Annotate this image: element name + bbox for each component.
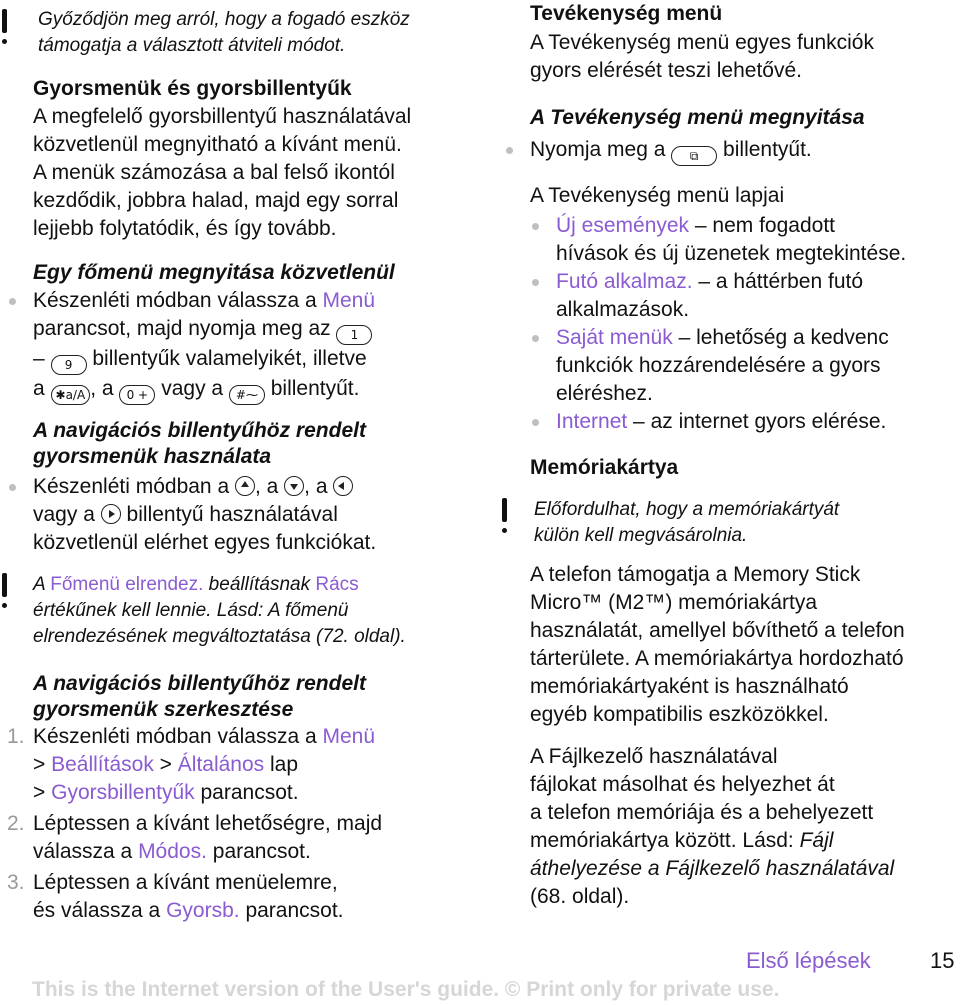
nav-shortcuts-use-bullet: Készenléti módban a , a , a vagy a billentyű használatával közvetlenül elérhet egyes funkciókat.: [33, 473, 473, 557]
nav-shortcuts-edit-heading: A navigációs billentyűhöz rendelt gyorsmenük szerkesztése: [33, 672, 366, 721]
edit-link[interactable]: Módos.: [138, 840, 207, 863]
footer-section-title: Első lépések: [746, 948, 871, 973]
tab-running-apps: Futó alkalmaz. – a háttérben futó alkalmazások.: [556, 268, 863, 324]
open-activity-bullet: Nyomja meg a ⧉ billentyűt.: [530, 136, 812, 166]
file-move-reference: Fájl: [799, 829, 834, 852]
menu-link[interactable]: Menü: [322, 289, 376, 312]
file-manager-paragraph: A Fájlkezelő használatával fájlokat másolhat és helyezhet át a telefon memóriája és a behelyezett memóriakártya között. Lásd: Fájl áthelyezése a Fájlkezelő használatával (68. oldal).: [530, 745, 895, 908]
tab-internet: Internet – az internet gyors elérése.: [556, 408, 886, 436]
settings-link[interactable]: Beállítások: [51, 753, 154, 776]
page-number: 15: [930, 948, 955, 973]
shortcuts-paragraph: A megfelelő gyorsbillentyű használatával közvetlenül megnyitható a kívánt menü. A menük számozása a bal felső ikontól kezdődik, jobbra halad, majd egy sorral lejjebb folytatódik, és így tovább.: [33, 105, 412, 240]
activity-menu-heading: Tevékenység menü: [530, 2, 723, 25]
watermark: This is the Internet version of the User's guide. © Print only for private use.: [32, 978, 780, 1001]
shortcut-link[interactable]: Gyorsb.: [166, 899, 240, 922]
memory-stick-paragraph: A telefon támogatja a Memory Stick Micro™ (M2™) memóriakártya használatát, amellyel bővíthető a telefon tárterülete. A memóriakártya hordozható memóriakártyaként is használható egyéb kompatibilis eszközökkel.: [530, 563, 905, 726]
step-1: 1. Készenléti módban válassza a Menü > Beállítások > Általános lap > Gyorsbillentyűk parancsot.: [7, 725, 376, 804]
key-0-icon: 0 +: [119, 385, 155, 405]
nav-down-icon: [284, 476, 304, 496]
menu-link[interactable]: Menü: [322, 725, 376, 748]
open-main-menu-heading: Egy főmenü megnyitása közvetlenül: [33, 261, 395, 284]
tab-new-events: Új események – nem fogadott hívások és új üzenetek megtekintése.: [556, 212, 906, 268]
activity-key-icon: ⧉: [671, 146, 717, 166]
running-apps-link[interactable]: Futó alkalmaz.: [556, 270, 693, 293]
note-memory-card-purchase: Előfordulhat, hogy a memóriakártyát külön kell megvásárolnia.: [534, 499, 840, 546]
nav-left-icon: [333, 476, 353, 496]
open-main-menu-bullet: Készenléti módban válassza a Menü parancsot, majd nyomja meg az 1 – 9 billentyűk valamelyikét, illetve a ✱a/A , a 0 + vagy a #⁓ billentyűt.: [33, 287, 473, 405]
general-link[interactable]: Általános: [177, 753, 265, 776]
memory-card-heading: Memóriakártya: [530, 456, 679, 479]
step-2: 2. Léptessen a kívánt lehetőségre, majd válassza a Módos. parancsot.: [7, 812, 383, 863]
main-menu-layout-link[interactable]: Főmenü elrendez.: [50, 574, 204, 595]
shortcuts-link[interactable]: Gyorsbillentyűk: [51, 781, 195, 804]
nav-up-icon: [235, 476, 255, 496]
key-1-icon: 1: [336, 325, 372, 345]
nav-shortcuts-use-heading: A navigációs billentyűhöz rendelt gyorsmenük használata: [33, 419, 366, 468]
nav-right-icon: [101, 504, 121, 524]
tab-my-shortcuts: Saját menük – lehetőség a kedvenc funkciók hozzárendelésére a gyors eléréshez.: [556, 324, 889, 408]
open-activity-heading: A Tevékenység menü megnyitása: [530, 106, 865, 129]
shortcuts-heading: Gyorsmenük és gyorsbillentyűk: [33, 77, 352, 100]
activity-tabs-heading: A Tevékenység menü lapjai: [530, 184, 785, 207]
key-hash-icon: #⁓: [229, 385, 265, 405]
key-9-icon: 9: [51, 355, 87, 375]
new-events-link[interactable]: Új események: [556, 214, 690, 237]
internet-link[interactable]: Internet: [556, 410, 628, 433]
key-star-icon: ✱a/A: [51, 385, 91, 405]
step-3: 3. Léptessen a kívánt menüelemre, és válassza a Gyorsb. parancsot.: [7, 871, 344, 922]
grid-link[interactable]: Rács: [315, 574, 359, 595]
note-receiving-device: Győződjön meg arról, hogy a fogadó eszköz támogatja a választott átviteli módot.: [38, 9, 410, 56]
my-shortcuts-link[interactable]: Saját menük: [556, 326, 673, 349]
activity-menu-paragraph: A Tevékenység menü egyes funkciók gyors elérését teszi lehetővé.: [530, 31, 874, 82]
note-main-menu-layout: A Főmenü elrendez. beállításnak Rács értékűnek kell lennie. Lásd: A főmenü elrendezésének megváltoztatása (72. oldal).: [33, 574, 406, 647]
